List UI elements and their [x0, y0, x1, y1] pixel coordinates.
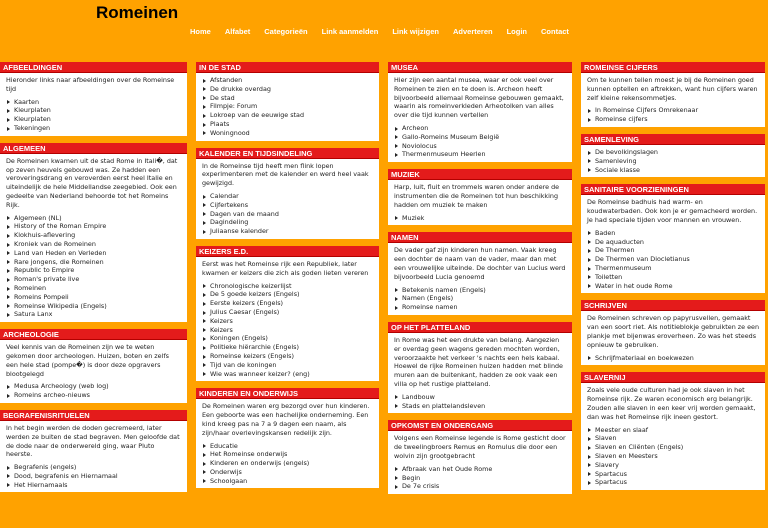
- link-item[interactable]: Klokhuis-aflevering: [6, 231, 182, 240]
- category-heading[interactable]: BEGRAFENISRITUELEN: [0, 410, 187, 421]
- category-heading[interactable]: ALGEMEEN: [0, 143, 187, 154]
- link-item[interactable]: De stad: [202, 94, 374, 103]
- category-box-algemeen: [0, 143, 187, 322]
- category-description: De Romeinen schreven op papyrusvellen, gemaakt van een soort riet. Als notitieblokje gebruikten ze een plankje met bijenwas eroverheen. Zo was het steeds opnieuw te gebruiken.: [587, 314, 760, 349]
- link-item[interactable]: Romeinse cijfers: [587, 115, 760, 124]
- link-item[interactable]: Dagindeling: [202, 218, 374, 227]
- link-item[interactable]: De 5 goede keizers (Engels): [202, 290, 374, 299]
- link-item[interactable]: Medusa Archeology (web log): [6, 382, 182, 391]
- category-description: Eerst was het Romeinse rijk een Republiek, later kwamen er keizers die zich als goden lieten vereren: [202, 259, 369, 277]
- category-body: [581, 383, 765, 490]
- category-heading[interactable]: ARCHEOLOGIE: [0, 329, 187, 340]
- link-item[interactable]: De 7e crisis: [394, 482, 567, 491]
- category-heading[interactable]: SCHRIJVEN: [581, 300, 765, 311]
- column-3: [388, 62, 572, 501]
- link-item[interactable]: De Thermen: [587, 246, 760, 255]
- category-description: Zoals vele oude culturen had je ook slaven in het Romeinse rijk. Ze waren economisch erg belangrijk. Zouden alle slaven in een keer vrij worden gemaakt, dan was het Romeinse rijk ineen gestort.: [587, 386, 756, 421]
- link-item[interactable]: Romeinse keizers (Engels): [202, 352, 374, 361]
- link-item[interactable]: Cijfertekens: [202, 201, 374, 210]
- category-description: Hieronder links naar afbeeldingen over de Romeinse tijd: [6, 76, 175, 93]
- link-item[interactable]: Slaven en Meesters: [587, 452, 760, 461]
- link-item[interactable]: Kleurplaten: [6, 115, 182, 124]
- link-item[interactable]: Slaven en Cliënten (Engels): [587, 443, 760, 452]
- category-box-afbeeldingen: [0, 62, 187, 136]
- category-body: [0, 154, 187, 322]
- category-box-musea: [388, 62, 572, 162]
- category-body: [388, 431, 572, 494]
- category-body: [388, 180, 572, 225]
- category-body: [0, 73, 187, 136]
- link-list: [394, 465, 567, 491]
- category-body: [388, 73, 572, 162]
- link-item[interactable]: Het Hiernamaals: [6, 481, 182, 490]
- link-item[interactable]: Stads en plattelandsleven: [394, 402, 567, 411]
- column-1: [0, 62, 187, 499]
- link-item[interactable]: Romeinen: [6, 284, 182, 293]
- link-item[interactable]: De drukke overdag: [202, 85, 374, 94]
- category-heading[interactable]: MUSEA: [388, 62, 572, 73]
- column-4: [581, 62, 765, 497]
- link-item[interactable]: Juliaanse kalender: [202, 227, 374, 236]
- category-box-keizers-e-d: [196, 246, 379, 381]
- link-item[interactable]: Onderwijs: [202, 468, 374, 477]
- link-item[interactable]: History of the Roman Empire: [6, 222, 182, 231]
- category-box-archeologie: [0, 329, 187, 403]
- link-item[interactable]: Thermenmuseum: [587, 264, 760, 273]
- link-item[interactable]: Muziek: [394, 214, 567, 223]
- nav-link-home[interactable]: Home: [190, 27, 211, 36]
- link-item[interactable]: Schrijfmateriaal en boekwezen: [587, 354, 760, 363]
- link-item[interactable]: In Romeinse Cijfers Omrekenaar: [587, 106, 760, 115]
- link-item[interactable]: Roman's private live: [6, 275, 182, 284]
- category-box-in-de-stad: [196, 62, 379, 141]
- link-item[interactable]: Water in het oude Rome: [587, 282, 760, 291]
- link-item[interactable]: Afbraak van het Oude Rome: [394, 465, 567, 474]
- link-item[interactable]: Romeins Pompeii: [6, 293, 182, 302]
- category-body: [196, 257, 379, 381]
- category-description: De Romeinen kwamen uit de stad Rome in Itali�, dat op zeven heuvels gebouwd was. Ze hadden een veroveringsdrang en veroverden eerst heel Italie en uiteindelijk de hele Middellandse zeegebied. Ook een gedeelte van Nederland behoorde tot het Romeins Rijk.: [6, 156, 178, 209]
- link-item[interactable]: Wie was wanneer keizer? (eng): [202, 370, 374, 379]
- category-body: [388, 243, 572, 315]
- link-list: [587, 106, 760, 124]
- category-description: Om te kunnen tellen moest je bij de Romeinen goed kunnen optellen en aftrekken, want hun cijfers waren zelf kleine rekensommetjes.: [587, 76, 758, 102]
- category-heading[interactable]: SAMENLEVING: [581, 134, 765, 145]
- category-body: [388, 333, 572, 413]
- link-list: [587, 354, 760, 363]
- category-heading[interactable]: IN DE STAD: [196, 62, 379, 73]
- category-box-romeinse-cijfers: [581, 62, 765, 127]
- link-item[interactable]: Slaven: [587, 434, 760, 443]
- link-item[interactable]: Landbouw: [394, 393, 567, 402]
- nav-link-adverteren[interactable]: Adverteren: [452, 27, 493, 36]
- category-description: Veel kennis van de Romeinen zijn we te weten gekomen door archeologen. Huizen, boten en zelfs een hele stad (pompe�) is door deze opgravers blootgelegd: [6, 343, 169, 378]
- link-item[interactable]: Keizers: [202, 317, 374, 326]
- category-box-kalender-en-tijdsindeling: [196, 148, 379, 239]
- category-body: [196, 73, 379, 141]
- category-description: In de Romeinse tijd heeft men flink lopen experimenteren met de kalender en werd heel vaak gewijzigd.: [202, 161, 369, 188]
- category-heading[interactable]: KEIZERS E.D.: [196, 246, 379, 257]
- category-description: Harp, luit, fluit en trommels waren onder andere de instrumenten die de Romeinen tot hun beschikking hadden om muziek te maken: [394, 183, 560, 209]
- top-navigation: [190, 27, 583, 36]
- link-item[interactable]: De aquaducten: [587, 238, 760, 247]
- category-description: In het begin werden de doden gecremeerd, later werden ze buiten de stad begraven. Men geloofde dat de dode naar de onderwereld ging, waar Pluto heerste.: [6, 423, 180, 459]
- site-title[interactable]: Romeinen: [96, 3, 179, 22]
- link-item[interactable]: Afstanden: [202, 76, 374, 85]
- link-list: [202, 76, 374, 138]
- link-item[interactable]: Kleurplaten: [6, 106, 182, 115]
- link-list: [587, 229, 760, 291]
- link-item[interactable]: Begrafenis (engels): [6, 463, 182, 472]
- category-box-op-het-platteland: [388, 322, 572, 413]
- nav-link-contact[interactable]: Contact: [541, 27, 569, 36]
- link-item[interactable]: Spartacus: [587, 478, 760, 487]
- category-box-samenleving: [581, 134, 765, 177]
- link-item[interactable]: Eerste keizers (Engels): [202, 299, 374, 308]
- link-item[interactable]: Lokroep van de eeuwige stad: [202, 111, 374, 120]
- link-list: [587, 426, 760, 488]
- nav-link-link-aanmelden[interactable]: Link aanmelden: [321, 27, 379, 36]
- link-item[interactable]: Dagen van de maand: [202, 210, 374, 219]
- category-body: [581, 195, 765, 293]
- link-item[interactable]: Kinderen en onderwijs (engels): [202, 459, 374, 468]
- category-box-schrijven: [581, 300, 765, 365]
- category-heading[interactable]: KINDEREN EN ONDERWIJS: [196, 388, 379, 399]
- link-list: [6, 98, 182, 133]
- link-item[interactable]: Noviolocus: [394, 142, 567, 151]
- category-heading[interactable]: ROMEINSE CIJFERS: [581, 62, 765, 73]
- nav-link-alfabet[interactable]: Alfabet: [224, 27, 251, 36]
- category-box-begrafenisrituelen: [0, 410, 187, 493]
- category-description: De vader gaf zijn kinderen hun namen. Vaak kreeg een dochter de naam van de vader, maar dan met een vrouwelijke uiteinde. De dochter van Lucius werd bijvoorbeeld Lucia genoemd: [394, 246, 566, 281]
- link-list: [202, 442, 374, 486]
- link-list: [394, 214, 567, 223]
- link-item[interactable]: De bevolkingslagen: [587, 148, 760, 157]
- category-body: [0, 421, 187, 493]
- link-item[interactable]: Samenleving: [587, 157, 760, 166]
- link-list: [202, 282, 374, 379]
- category-box-namen: [388, 232, 572, 315]
- link-list: [394, 286, 567, 312]
- nav-link-link-wijzigen[interactable]: Link wijzigen: [392, 27, 439, 36]
- link-item[interactable]: Koningen (Engels): [202, 334, 374, 343]
- link-item[interactable]: Keizers: [202, 326, 374, 335]
- link-list: [6, 214, 182, 320]
- category-heading[interactable]: SLAVERNIJ: [581, 372, 765, 383]
- nav-link-login[interactable]: Login: [506, 27, 528, 36]
- category-description: De Romeinen waren erg bezorgd over hun kinderen. Een geboorte was een hachelijke onderneming. Een kind kreeg pas na 7 a 9 dagen een naam, als zijn/haar overlevingskansen redelijk zijn.: [202, 402, 370, 437]
- column-2: [196, 62, 379, 495]
- nav-link-categorie-n[interactable]: Categorieën: [264, 27, 308, 36]
- category-box-muziek: [388, 169, 572, 225]
- link-item[interactable]: Romeinse Wikipedia (Engels): [6, 302, 182, 311]
- link-item[interactable]: Plaats: [202, 120, 374, 129]
- category-heading[interactable]: SANITAIRE VOORZIENINGEN: [581, 184, 765, 195]
- link-item[interactable]: Kroniek van de Romeinen: [6, 240, 182, 249]
- link-item[interactable]: Kaarten: [6, 98, 182, 107]
- link-item[interactable]: Het Romeinse onderwijs: [202, 450, 374, 459]
- link-item[interactable]: Filmpje: Forum: [202, 102, 374, 111]
- link-item[interactable]: Toiletten: [587, 273, 760, 282]
- category-heading[interactable]: NAMEN: [388, 232, 572, 243]
- category-body: [196, 399, 379, 488]
- link-item[interactable]: Politieke hiërarchie (Engels): [202, 343, 374, 352]
- link-item[interactable]: Dood, begrafenis en Hiernamaal: [6, 472, 182, 481]
- link-item[interactable]: Chronologische keizerlijst: [202, 282, 374, 291]
- category-description: In Rome was het een drukte van belang. Aangezien er overdag geen wagens gereden mochten worden, veroorzaakte het verkeer 's nachts een hels kabaal. Hoewel de rijke Romeinen huizen hadden met blinde muren aan de buitenkant, hadden ze ook vaak een villa op het rustige platteland.: [394, 335, 563, 388]
- link-item[interactable]: Baden: [587, 229, 760, 238]
- category-box-kinderen-en-onderwijs: [196, 388, 379, 488]
- link-item[interactable]: Tijd van de koningen: [202, 361, 374, 370]
- link-item[interactable]: Educatie: [202, 442, 374, 451]
- link-item[interactable]: Satura Lanx: [6, 310, 182, 319]
- category-description: Volgens een Romeinse legende is Rome gesticht door de tweelingbroers Remus en Romulus die door een wolvin zijn grootgebracht: [394, 434, 566, 460]
- category-body: [196, 159, 379, 239]
- category-box-sanitaire-voorzieningen: [581, 184, 765, 293]
- link-list: [587, 148, 760, 174]
- link-item[interactable]: Thermenmuseum Heerlen: [394, 150, 567, 159]
- link-item[interactable]: Romeinse namen: [394, 303, 567, 312]
- category-heading[interactable]: OPKOMST EN ONDERGANG: [388, 420, 572, 431]
- link-item[interactable]: Meester en slaaf: [587, 426, 760, 435]
- category-heading[interactable]: KALENDER EN TIJDSINDELING: [196, 148, 379, 159]
- link-list: [394, 393, 567, 411]
- link-item[interactable]: Archeon: [394, 124, 567, 133]
- category-heading[interactable]: OP HET PLATTELAND: [388, 322, 572, 333]
- link-item[interactable]: De Thermen van Diocletianus: [587, 255, 760, 264]
- link-list: [202, 192, 374, 236]
- category-body: [0, 340, 187, 403]
- link-item[interactable]: Calendar: [202, 192, 374, 201]
- link-list: [6, 382, 182, 400]
- category-heading[interactable]: MUZIEK: [388, 169, 572, 180]
- link-item[interactable]: Woningnood: [202, 129, 374, 138]
- link-item[interactable]: Slavery: [587, 461, 760, 470]
- link-item[interactable]: Sociale klasse: [587, 166, 760, 175]
- link-item[interactable]: Julius Caesar (Engels): [202, 308, 374, 317]
- link-list: [6, 463, 182, 489]
- category-body: [581, 311, 765, 365]
- link-item[interactable]: Schoolgaan: [202, 477, 374, 486]
- category-body: [581, 73, 765, 127]
- link-item[interactable]: Spartacus: [587, 470, 760, 479]
- link-item[interactable]: Tekeningen: [6, 124, 182, 133]
- link-item[interactable]: Algemeen (NL): [6, 214, 182, 223]
- link-list: [394, 124, 567, 159]
- link-item[interactable]: Gallo-Romeins Museum België: [394, 133, 567, 142]
- category-box-opkomst-en-ondergang: [388, 420, 572, 494]
- category-body: [581, 145, 765, 177]
- category-heading[interactable]: AFBEELDINGEN: [0, 62, 187, 73]
- category-description: Hier zijn een aantal musea, waar er ook veel over Romeinen te zien en te doen is. Archeon heeft bijvoorbeeld allemaal Romeinse gebouwen gemaakt, waarin als romeinverkleden Arheotolken van alles over die tijd kunnen vertellen: [394, 76, 564, 120]
- link-item[interactable]: Rare jongens, die Romeinen: [6, 258, 182, 267]
- link-item[interactable]: Romeins archeo-nieuws: [6, 391, 182, 400]
- category-box-slavernij: [581, 372, 765, 490]
- category-description: De Romeinse badhuis had warm- en koudwaterbaden. Ook kon je er gemacheerd worden. Je had speciale tijden voor mannen en vrouwen.: [587, 198, 758, 224]
- link-item[interactable]: Begin: [394, 474, 567, 483]
- link-item[interactable]: Betekenis namen (Engels): [394, 286, 567, 295]
- link-item[interactable]: Namen (Engels): [394, 294, 567, 303]
- link-item[interactable]: Land van Heden en Verleden: [6, 249, 182, 258]
- link-item[interactable]: Republic to Empire: [6, 266, 182, 275]
